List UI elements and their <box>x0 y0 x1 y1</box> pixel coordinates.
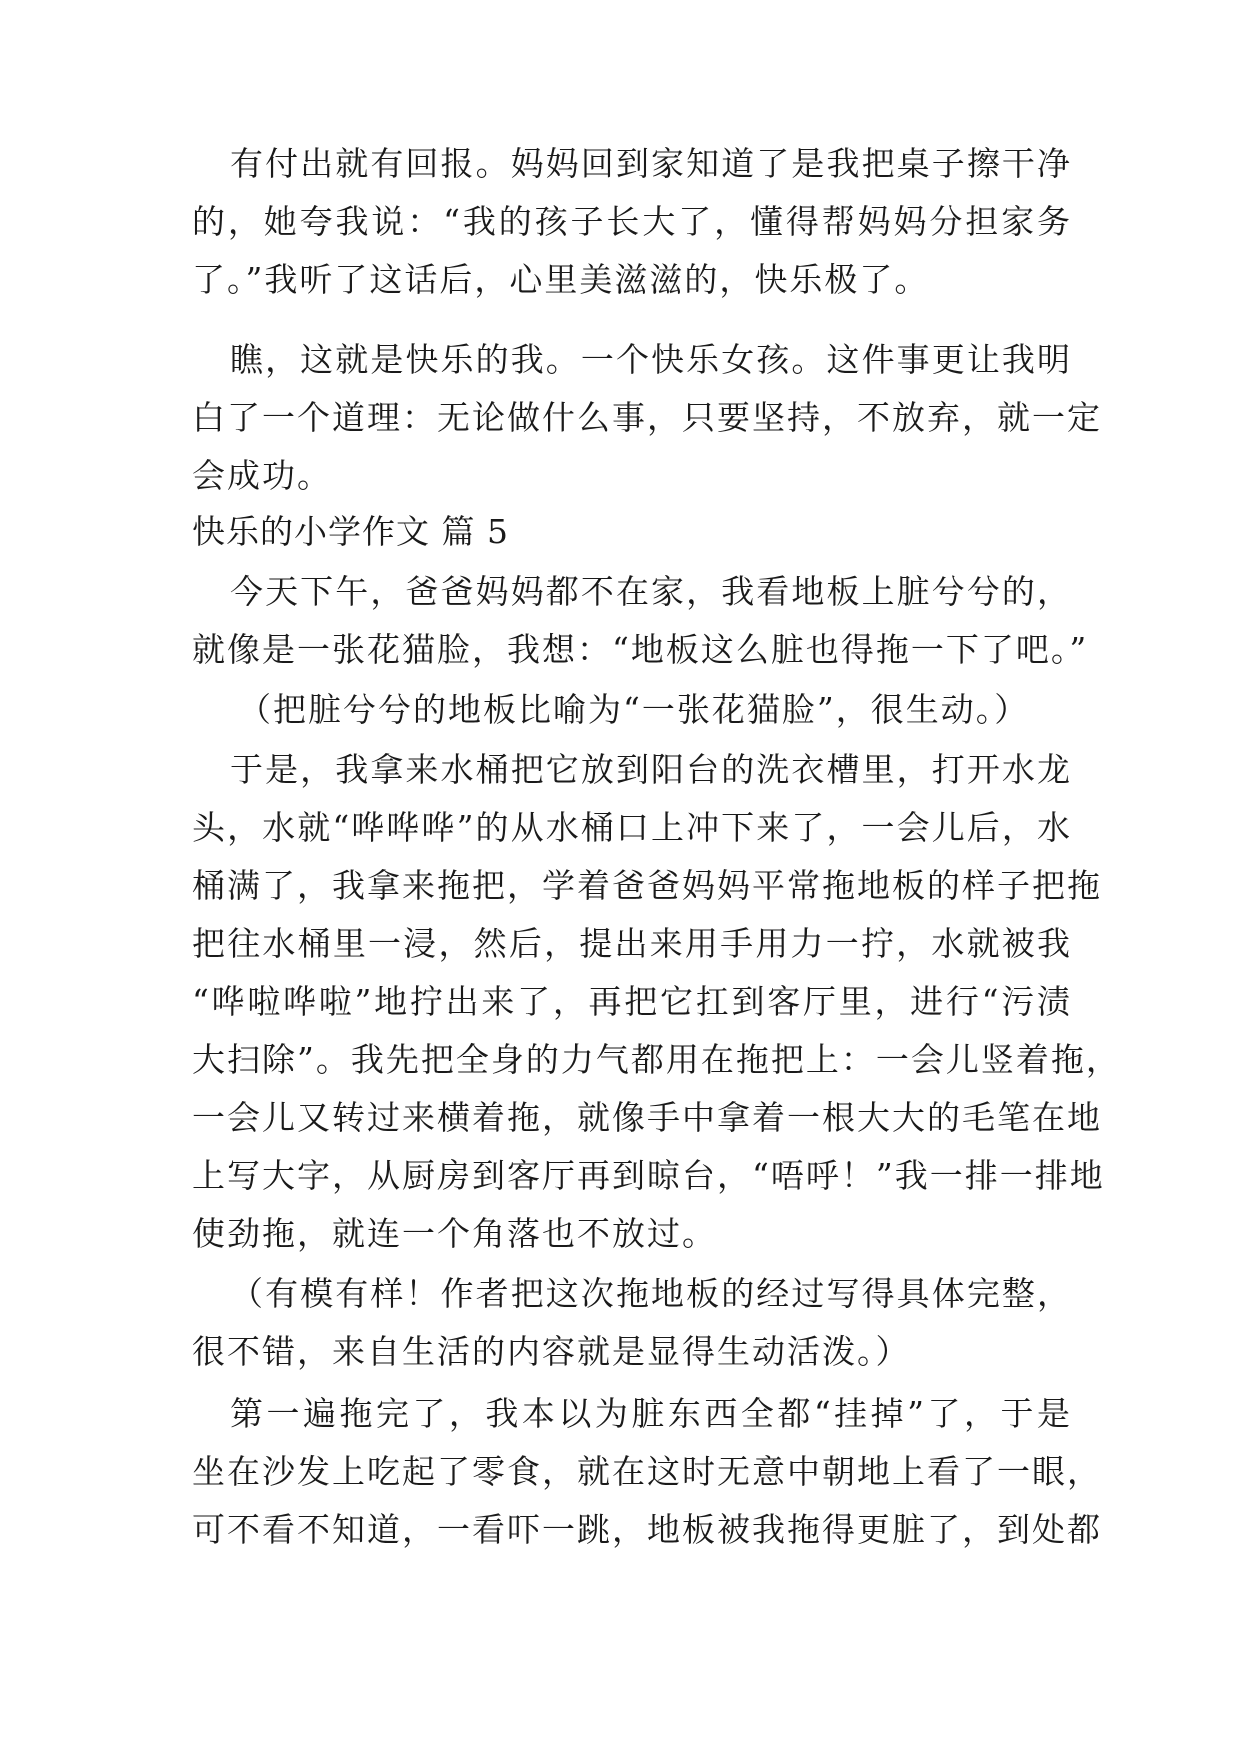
comment-line: （有模有样！作者把这次拖地板的经过写得具体完整， <box>230 1274 1072 1313</box>
paragraph-line: 的，她夸我说：“我的孩子长大了，懂得帮妈妈分担家务 <box>192 202 1072 241</box>
paragraph-line: 坐在沙发上吃起了零食，就在这时无意中朝地上看了一眼， <box>192 1452 1102 1491</box>
paragraph-line: 可不看不知道，一看吓一跳，地板被我拖得更脏了，到处都 <box>192 1510 1102 1549</box>
paragraph-line: 今天下午，爸爸妈妈都不在家，我看地板上脏兮兮的， <box>230 572 1072 611</box>
paragraph-line: 白了一个道理：无论做什么事，只要坚持，不放弃，就一定 <box>192 398 1102 437</box>
paragraph-line: 使劲拖，就连一个角落也不放过。 <box>192 1214 717 1253</box>
paragraph-line: 了。”我听了这话后，心里美滋滋的，快乐极了。 <box>192 260 930 299</box>
paragraph-line: “哗啦哗啦”地拧出来了，再把它扛到客厅里，进行“污渍 <box>192 982 1072 1021</box>
section-heading: 快乐的小学作文 篇 5 <box>192 512 509 551</box>
paragraph-line: 第一遍拖完了，我本以为脏东西全都“挂掉”了，于是 <box>230 1394 1072 1433</box>
paragraph-line: 就像是一张花猫脸，我想：“地板这么脏也得拖一下了吧。” <box>192 630 1089 669</box>
paragraph-line: 大扫除”。我先把全身的力气都用在拖把上：一会儿竖着拖， <box>192 1040 1121 1079</box>
paragraph-line: 上写大字，从厨房到客厅再到晾台，“唔呼！”我一排一排地 <box>192 1156 1105 1195</box>
comment-line: 很不错，来自生活的内容就是显得生动活泼。） <box>192 1332 911 1371</box>
paragraph-line: 于是，我拿来水桶把它放到阳台的洗衣槽里，打开水龙 <box>230 750 1072 789</box>
paragraph-line: 会成功。 <box>192 456 332 495</box>
paragraph-line: 有付出就有回报。妈妈回到家知道了是我把桌子擦干净 <box>230 144 1072 183</box>
paragraph-line: 一会儿又转过来横着拖，就像手中拿着一根大大的毛笔在地 <box>192 1098 1102 1137</box>
comment-line: （把脏兮兮的地板比喻为“一张花猫脸”，很生动。） <box>238 690 1030 729</box>
paragraph-line: 桶满了，我拿来拖把，学着爸爸妈妈平常拖地板的样子把拖 <box>192 866 1102 905</box>
paragraph-line: 把往水桶里一浸，然后，提出来用手用力一拧，水就被我 <box>192 924 1072 963</box>
paragraph-line: 瞧，这就是快乐的我。一个快乐女孩。这件事更让我明 <box>230 340 1072 379</box>
paragraph-line: 头，水就“哗哗哗”的从水桶口上冲下来了，一会儿后，水 <box>192 808 1072 847</box>
